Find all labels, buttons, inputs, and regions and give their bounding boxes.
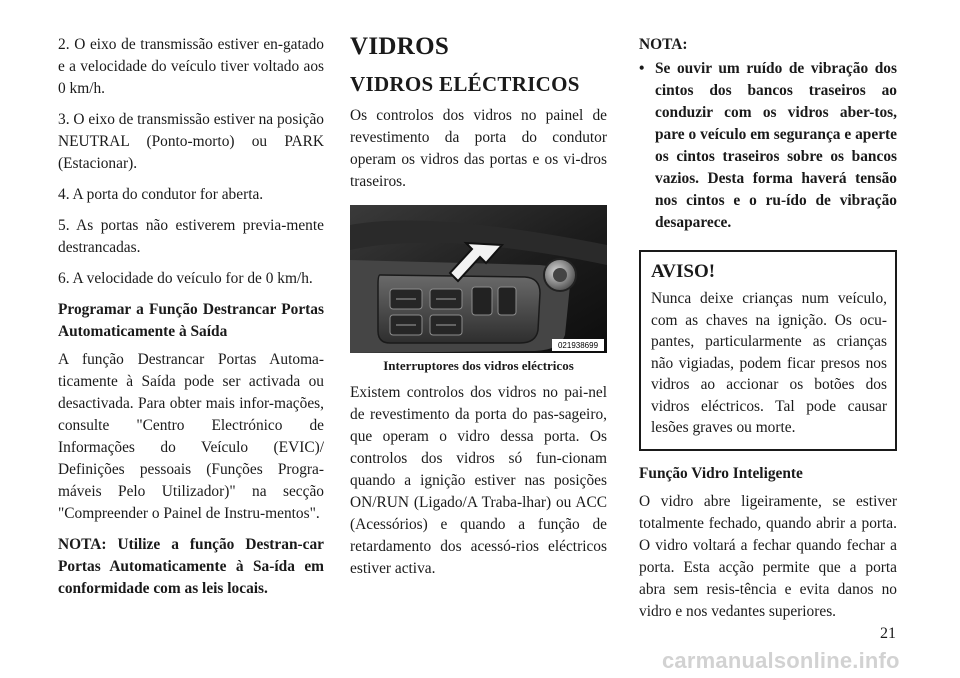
section-subheading: Função Vidro Inteligente [639, 464, 803, 482]
body-paragraph: Existem controlos dos vidros no pai-nel de revestimento da porta do pas-sageiro, que operam o vidro dessa porta. Os controlos dos vidros só fun-cionam quando a ignição estiver nas posições ON/RUN (Ligado/A Traba-lhar) ou ACC (Acessórios) e quando a função de retardamento dos acessó-rios eléctricos estiver activa. [350, 384, 607, 577]
list-item-3: 3. O eixo de transmissão estiver na posição NEUTRAL (Ponto-morto) ou PARK (Estacionar). [58, 111, 324, 172]
list-item-6: 6. A velocidade do veículo for de 0 km/h. [58, 270, 313, 287]
right-column [639, 34, 897, 632]
image-caption: Interruptores dos vidros eléctricos [383, 358, 574, 373]
section-subheading: Programar a Função Destrancar Portas Automaticamente à Saída [58, 301, 324, 340]
note-title: NOTA: [639, 36, 688, 53]
image-code: 021938699 [557, 341, 599, 350]
middle-column [350, 32, 607, 589]
warning-text: Nunca deixe crianças num veículo, com as chaves na ignição. Os ocu-pantes, particularmente as crianças não vigiadas, podem ficar presos nos vidros ao accionar os botões dos vidros eléctricos. Tal pode causar lesões graves ou morte. [651, 290, 887, 436]
warning-title: AVISO! [651, 261, 716, 282]
intro-paragraph: Os controlos dos vidros no painel de revestimento da porta do condutor operam os vidros das portas e os vi-dros traseiros. [350, 107, 607, 190]
note-bullet-text: Se ouvir um ruído de vibração dos cintos dos bancos traseiros ao conduzir com os vidros aber-tos, pare o veículo em segurança e aperte os cintos traseiros sobre os bancos vazios. Desta forma haverá tensão nos cintos e o ru-ído de vibração desaparece. [655, 60, 897, 231]
lock-switch [472, 287, 492, 315]
list-item-2: 2. O eixo de transmissão estiver en-gatado e a velocidade do veículo tiver voltado aos 0 km/h. [58, 36, 324, 97]
body-paragraph: O vidro abre ligeiramente, se estiver totalmente fechado, quando abrir a porta. O vidro voltará a fechar quando fechar a porta. Esta acção permite que a porta abra sem resis-tência e evita danos no vidro e nos vedantes superiores. [639, 492, 897, 620]
body-paragraph: A função Destrancar Portas Automa-ticamente à Saída pode ser activada ou desactivada. Para obter mais infor-mações, consulte "Centro Electrónico de Informações do Veículo (EVIC)/ Definições pessoais (Funções Progra-máveis Pelo Utilizador)" na secção "Compreender o Painel de Instru-mentos". [58, 351, 324, 522]
list-item-4: 4. A porta do condutor for aberta. [58, 186, 264, 203]
list-item-5: 5. As portas não estiverem previa-mente destrancadas. [58, 217, 324, 256]
watermark: carmanualsonline.info [662, 648, 900, 673]
note-bullet [639, 58, 897, 234]
bullet-icon: • [639, 60, 645, 77]
note-paragraph: NOTA: Utilize a função Destran-car Portas Automaticamente à Sa-ída em conformidade com as leis locais. [58, 536, 324, 597]
door-lock-switch [498, 287, 516, 315]
subsection-heading: VIDROS ELÉCTRICOS [350, 72, 580, 96]
section-heading: VIDROS [350, 33, 450, 60]
page-number: 21 [880, 625, 896, 642]
left-column [58, 34, 324, 609]
warning-box [639, 250, 897, 451]
window-switches-photo [350, 205, 607, 353]
